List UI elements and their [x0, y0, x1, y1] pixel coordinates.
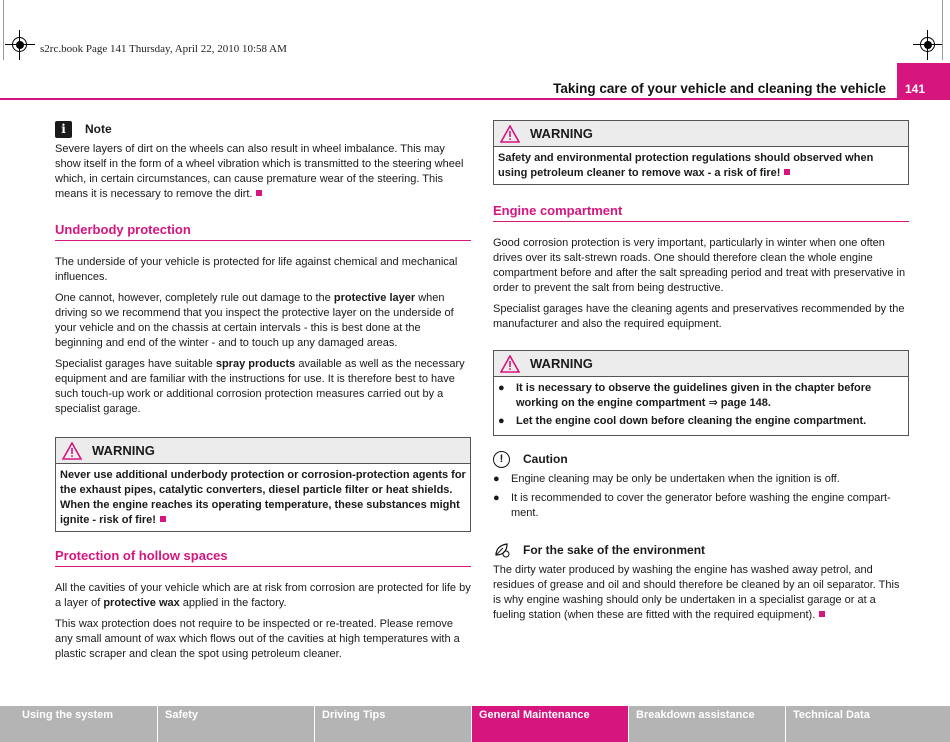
warning-title: WARNING	[92, 443, 155, 458]
tab-general-maintenance[interactable]: General Maintenance	[471, 706, 628, 742]
warning-box-wax	[493, 120, 909, 185]
environment-title: For the sake of the environment	[523, 542, 706, 557]
crop-mark-left	[5, 30, 35, 60]
warning-box-underbody	[55, 437, 471, 532]
tab-technical-data[interactable]: Technical Data	[785, 706, 950, 742]
end-of-section-marker	[819, 611, 825, 617]
environment-icon	[493, 541, 511, 559]
bullet-marker: ●	[498, 382, 505, 394]
left-column	[55, 118, 471, 668]
note-text: Severe layers of dirt on the wheels can also result in wheel imbalance. This may show itself in the form of a wheel vibration which is transmitted to the steering wheel which, in certain circumstances, can cause premature wear of the steering. This means it is necessary to remove the dirt.	[55, 143, 464, 200]
warning-triangle-icon	[500, 355, 520, 373]
bullet-marker: ●	[493, 473, 500, 485]
trim-line-right	[942, 0, 943, 60]
underbody-paragraph-2: One cannot, however, completely rule out damage to the protective layer when driving so we recommend that you inspect the protective layer on the underside of your vehicle and on the chassis at certain intervals - this is best done at the beginning and end of the winter - and to touch up any damaged areas.	[55, 292, 454, 349]
warning-body	[494, 377, 908, 435]
crop-mark-right	[913, 30, 943, 60]
warning-body: Never use additional underbody protection or corrosion-protection agents for the exhaust pipes, catalytic converters, diesel particle filter or heat shields. When the engine reaches its operating temperature, these substances might ignite - risk of fire!	[60, 469, 466, 526]
tab-using-the-system[interactable]: Using the system	[0, 706, 157, 742]
section-heading-engine-compartment: Engine compartment	[493, 203, 909, 222]
end-of-section-marker	[160, 516, 166, 522]
warning-box-engine	[493, 350, 909, 436]
warning-header	[56, 438, 470, 464]
warning-body: Safety and environmental protection regulations should observed when using petroleum cleaner to remove wax - a risk of fire!	[498, 152, 874, 179]
end-of-section-marker	[256, 190, 262, 196]
environment-header	[493, 539, 909, 561]
warning-header	[494, 351, 908, 377]
right-column	[493, 120, 909, 629]
warning-title: WARNING	[530, 126, 593, 141]
warning-triangle-icon	[500, 125, 520, 143]
note-header	[55, 118, 471, 140]
term-protective-wax: protective wax	[103, 597, 180, 609]
caution-header	[493, 448, 909, 470]
trim-line-left	[3, 0, 4, 60]
page-number: 141	[897, 63, 950, 99]
tab-breakdown-assistance[interactable]: Breakdown assistance	[628, 706, 785, 742]
tab-driving-tips[interactable]: Driving Tips	[314, 706, 471, 742]
bullet-marker: ●	[493, 492, 500, 504]
hollow-paragraph-2: This wax protection does not require to be inspected or re-treated. Please remove any small amount of wax which flows out of the cavities at high temperatures with a plastic scraper and clean the spot using petroleum cleaner.	[55, 618, 460, 660]
warning-triangle-icon	[62, 442, 82, 460]
section-heading-hollow-spaces: Protection of hollow spaces	[55, 548, 471, 567]
end-of-section-marker	[784, 169, 790, 175]
warning-bullet: ● It is necessary to observe the guidelines given in the chapter before working on the engine compartment ⇒ page 148.	[498, 382, 872, 409]
underbody-paragraph-1: The underside of your vehicle is protected for life against chemical and mechanical influences.	[55, 256, 458, 283]
section-heading-underbody: Underbody protection	[55, 222, 471, 241]
term-protective-layer: protective layer	[333, 292, 416, 304]
warning-title: WARNING	[530, 356, 593, 371]
hollow-paragraph-1: All the cavities of your vehicle which are at risk from corrosion are protected for life by a layer of protective wax applied in the factory.	[55, 582, 471, 609]
engine-paragraph-2: Specialist garages have the cleaning agents and preservatives recommended by the manufacturer and also the required equipment.	[493, 303, 905, 330]
caution-bullet: ● Engine cleaning may be only be undertaken when the ignition is off.	[493, 473, 840, 485]
warning-bullet: ● Let the engine cool down before cleaning the engine compartment.	[498, 415, 867, 427]
caution-bullet: ● It is recommended to cover the generator before washing the engine compart-ment.	[493, 492, 891, 519]
underbody-paragraph-3: Specialist garages have suitable spray products available as well as the necessary equipment and are familiar with the instructions for use. It is therefore best to have such touch-up work or additional corrosion protection measures carried out by a specialist garage.	[55, 358, 465, 415]
header-rule	[0, 98, 950, 100]
caution-icon: !	[493, 451, 510, 468]
caution-title: Caution	[523, 451, 568, 466]
engine-paragraph-1: Good corrosion protection is very important, particularly in winter when one often drives over its salt-strewn roads. One should therefore clean the whole engine compartment before and after the salt spreading period and treat with preservative in order to prevent the salt from being destructive.	[493, 237, 906, 294]
note-title: Note	[85, 121, 112, 136]
info-icon: i	[55, 121, 72, 138]
term-spray-products: spray products	[215, 358, 296, 370]
page-header-title: Taking care of your vehicle and cleaning the vehicle	[553, 81, 886, 96]
chapter-tabs	[0, 706, 950, 742]
bullet-marker: ●	[498, 415, 505, 427]
warning-header	[494, 121, 908, 147]
tab-safety[interactable]: Safety	[157, 706, 314, 742]
environment-text: The dirty water produced by washing the engine has washed away petrol, and residues of grease and oil and should therefore be cleaned by an oil separator. This is why engine washing should only be undertaken in a specialist garage or at a fueling station (when these are fitted with the required equipment).	[493, 564, 900, 621]
print-info-line: s2rc.book Page 141 Thursday, April 22, 2010 10:58 AM	[40, 43, 287, 55]
